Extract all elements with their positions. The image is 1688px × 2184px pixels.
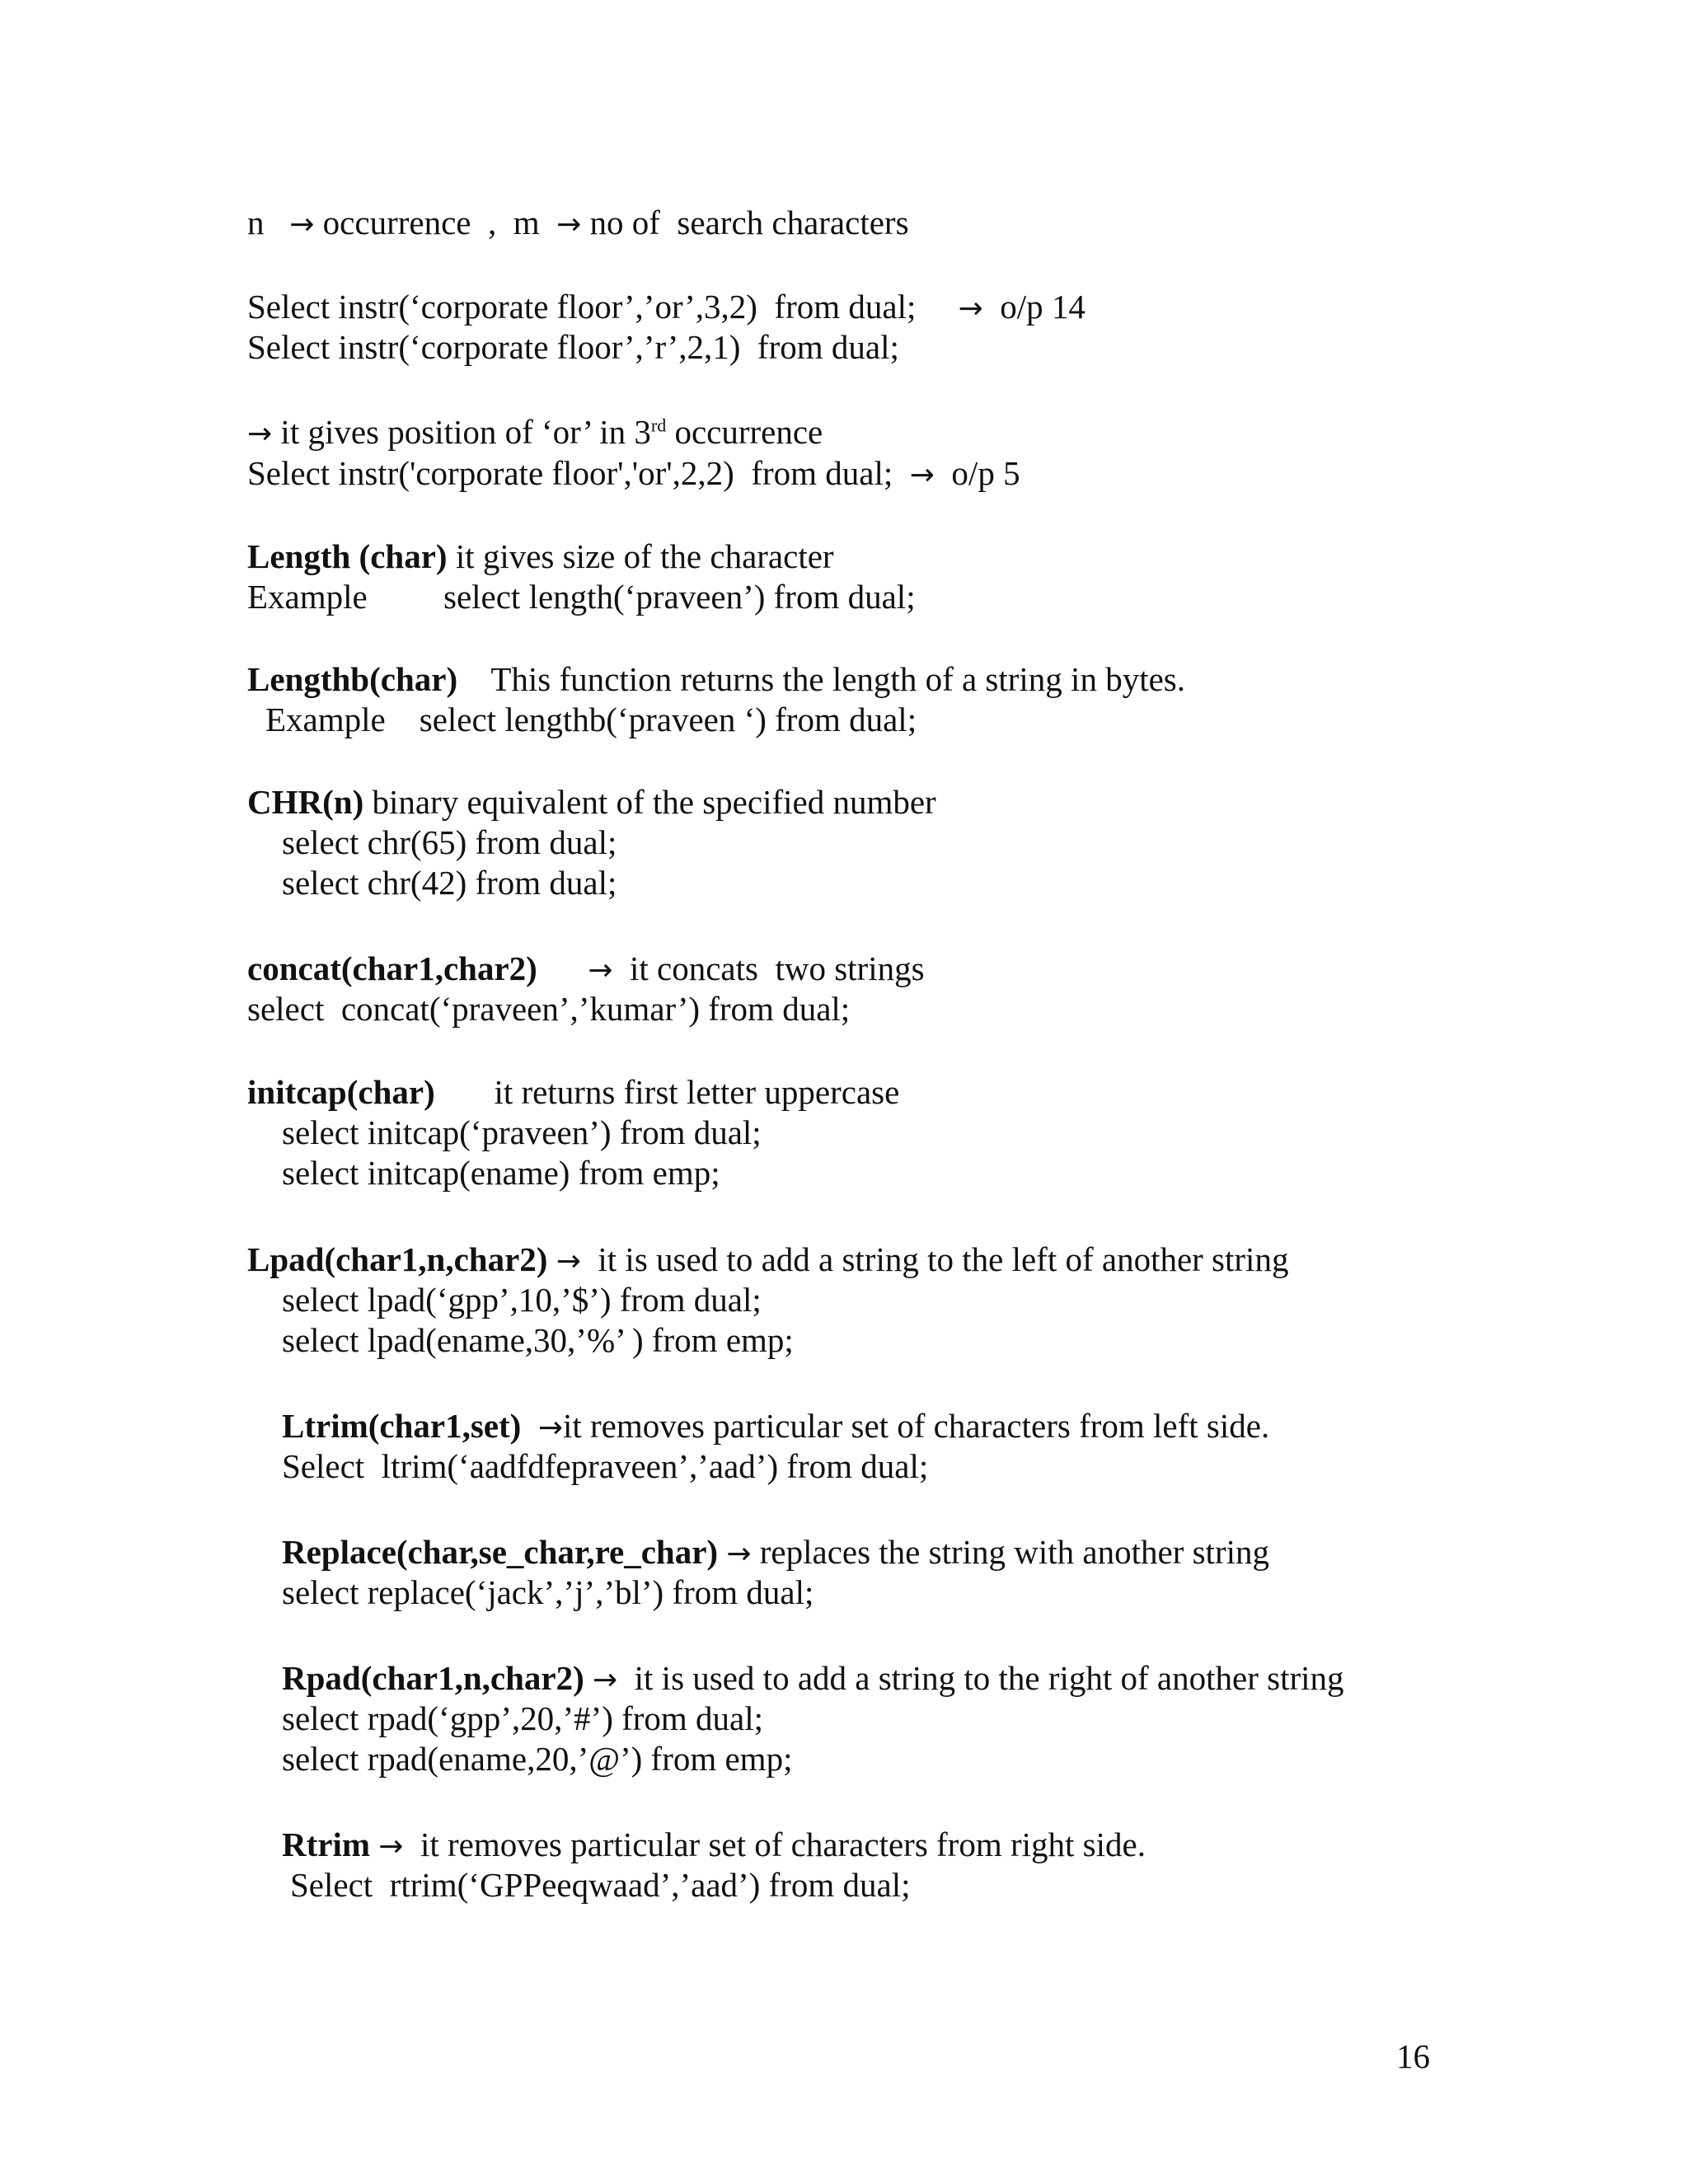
example-label: Example (265, 701, 386, 738)
text-line (247, 202, 909, 246)
function-name: CHR(n) (247, 783, 364, 821)
code-line: Select rtrim(‘GPPeeqwaad’,’aad’) from dual; (290, 1866, 911, 1904)
code-text: select lengthb(‘praveen ‘) from dual; (419, 701, 917, 738)
lengthb-example (265, 699, 917, 740)
function-name: Lengthb(char) (247, 660, 458, 698)
arrow-icon: → (289, 208, 315, 241)
text-span: occurrence , m (322, 204, 540, 241)
function-desc: it removes particular set of characters from left side. (562, 1407, 1270, 1445)
function-desc: replaces the string with another string (759, 1533, 1269, 1571)
code-line: select chr(65) from dual; (282, 823, 617, 861)
code-line: select lpad(‘gpp’,10,’$’) from dual; (282, 1281, 762, 1319)
lengthb-heading (247, 658, 1185, 700)
example-label: Example (247, 578, 368, 616)
text-span: n (247, 204, 265, 241)
replace-heading (282, 1531, 1269, 1575)
arrow-icon: → (588, 954, 613, 987)
code-text: select length(‘praveen’) from dual; (443, 578, 916, 616)
code-text: Select instr('corporate floor','or',2,2) from dual; (247, 454, 893, 492)
function-desc: it returns first letter uppercase (494, 1073, 900, 1111)
arrow-icon: → (378, 1830, 404, 1863)
lpad-heading (247, 1239, 1288, 1282)
rpad-heading (282, 1657, 1344, 1701)
arrow-icon: → (556, 1244, 581, 1278)
function-desc: it is used to add a string to the right of another string (634, 1659, 1344, 1697)
concat-heading (247, 948, 925, 991)
function-desc: it concats two strings (629, 949, 925, 987)
code-line: select rpad(‘gpp’,20,’#’) from dual; (282, 1699, 764, 1737)
function-name: Length (char) (247, 537, 448, 575)
function-name: Replace(char,se_char,re_char) (282, 1533, 719, 1571)
function-name: Ltrim(char1,set) (282, 1407, 522, 1445)
arrow-icon: → (247, 417, 273, 451)
arrow-icon: → (909, 458, 935, 492)
text-line (247, 411, 823, 455)
arrow-icon: → (556, 208, 582, 241)
length-heading (247, 536, 834, 577)
ltrim-heading (282, 1405, 1269, 1449)
function-desc: it is used to add a string to the left of another string (598, 1240, 1289, 1278)
arrow-icon: → (726, 1537, 752, 1571)
code-line: select rpad(ename,20,’@’) from emp; (282, 1740, 793, 1778)
text-span: occurrence (666, 413, 823, 451)
code-line: select initcap(ename) from emp; (282, 1154, 720, 1192)
length-example (247, 576, 916, 617)
code-line: select chr(42) from dual; (282, 864, 617, 902)
code-text: Select instr(‘corporate floor’,’or’,3,2) from dual; (247, 288, 917, 326)
function-desc: it removes particular set of characters from right side. (420, 1825, 1146, 1863)
chr-heading (247, 781, 936, 823)
code-line: select initcap(‘praveen’) from dual; (282, 1113, 762, 1151)
code-text: Select instr(‘corporate floor’,’r’,2,1) from dual; (247, 328, 899, 366)
function-desc: it gives size of the character (447, 537, 834, 575)
function-name: Rtrim (282, 1825, 371, 1863)
arrow-icon: → (537, 1411, 563, 1445)
output-text: o/p 14 (1000, 288, 1085, 326)
code-line: select lpad(ename,30,’%’ ) from emp; (282, 1321, 794, 1359)
text-line (247, 452, 1020, 496)
code-line: select replace(‘jack’,’j’,’bl’) from dual; (282, 1573, 814, 1611)
function-name: Rpad(char1,n,char2) (282, 1659, 584, 1697)
function-name: Lpad(char1,n,char2) (247, 1240, 548, 1278)
function-name: initcap(char) (247, 1073, 435, 1111)
initcap-heading (247, 1071, 899, 1113)
arrow-icon: → (958, 292, 983, 326)
text-line (247, 286, 1085, 330)
function-desc: binary equivalent of the specified number (363, 783, 936, 821)
text-line (247, 326, 899, 368)
arrow-icon: → (592, 1663, 618, 1697)
superscript: rd (650, 415, 667, 436)
code-line: select concat(‘praveen’,’kumar’) from dual; (247, 990, 851, 1028)
output-text: o/p 5 (951, 454, 1020, 492)
text-span: it gives position of ‘or’ in 3 (280, 413, 651, 451)
text-span: no of search characters (589, 204, 909, 241)
rtrim-heading (282, 1824, 1146, 1868)
code-line: Select ltrim(‘aadfdfepraveen’,’aad’) from dual; (282, 1447, 929, 1485)
function-desc: This function returns the length of a string in bytes. (490, 660, 1185, 698)
page-number: 16 (1396, 2037, 1430, 2075)
function-name: concat(char1,char2) (247, 949, 537, 987)
